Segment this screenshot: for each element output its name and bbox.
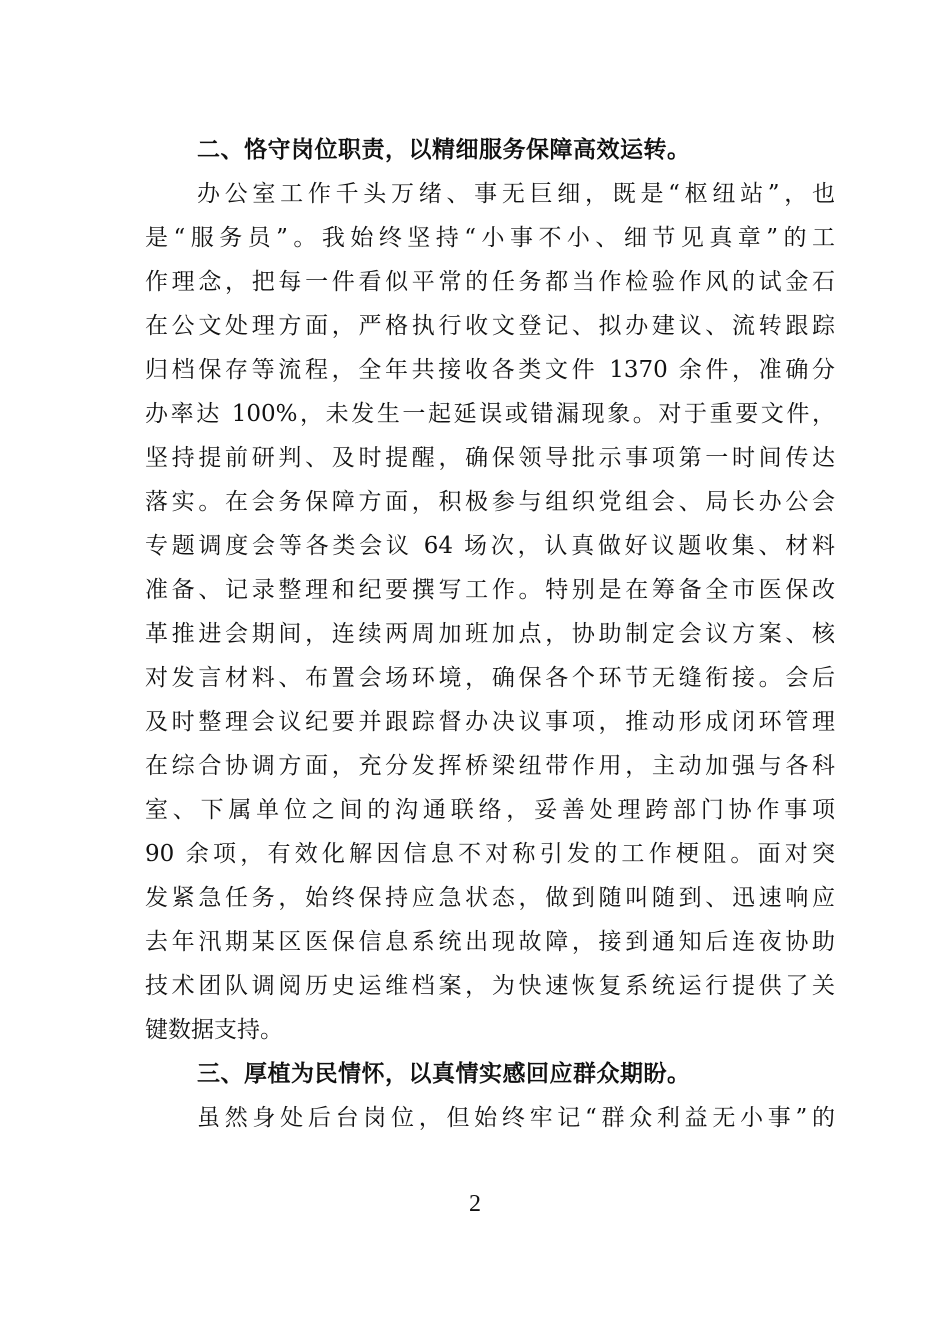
section-heading-2: 二、恪守岗位职责，以精细服务保障高效运转。 — [197, 137, 691, 163]
paragraph-line: 虽然身处后台岗位，但始终牢记“群众利益无小事”的 — [197, 1105, 835, 1131]
paragraph-line: 对发言材料、布置会场环境，确保各个环节无缝衔接。会后 — [145, 665, 835, 691]
paragraph-line: 落实。在会务保障方面，积极参与组织党组会、局长办公会 — [145, 489, 835, 515]
page-number: 2 — [469, 1191, 481, 1217]
paragraph-line: 在综合协调方面，充分发挥桥梁纽带作用，主动加强与各科 — [145, 753, 835, 779]
paragraph-line: 键数据支持。 — [145, 1017, 283, 1043]
paragraph-line: 在公文处理方面，严格执行收文登记、拟办建议、流转跟踪 — [145, 313, 835, 339]
paragraph-line: 去年汛期某区医保信息系统出现故障，接到通知后连夜协助 — [145, 929, 835, 955]
paragraph-line: 归档保存等流程，全年共接收各类文件 1370 余件，准确分 — [145, 357, 835, 383]
paragraph-line: 及时整理会议纪要并跟踪督办决议事项，推动形成闭环管理 — [145, 709, 835, 735]
paragraph-line: 室、下属单位之间的沟通联络，妥善处理跨部门协作事项 — [145, 797, 835, 823]
paragraph-line: 准备、记录整理和纪要撰写工作。特别是在筹备全市医保改 — [145, 577, 835, 603]
paragraph-line: 90 余项，有效化解因信息不对称引发的工作梗阻。面对突 — [145, 841, 835, 867]
paragraph-line: 技术团队调阅历史运维档案，为快速恢复系统运行提供了关 — [145, 973, 835, 999]
paragraph-line: 作理念，把每一件看似平常的任务都当作检验作风的试金石 — [145, 269, 835, 295]
paragraph-line: 革推进会期间，连续两周加班加点，协助制定会议方案、核 — [145, 621, 835, 647]
paragraph-line: 办公室工作千头万绪、事无巨细，既是“枢纽站”，也 — [197, 181, 835, 207]
paragraph-line: 是“服务员”。我始终坚持“小事不小、细节见真章”的工 — [145, 225, 835, 251]
paragraph-line: 办率达 100%，未发生一起延误或错漏现象。对于重要文件， — [145, 401, 835, 427]
paragraph-line: 发紧急任务，始终保持应急状态，做到随叫随到、迅速响应 — [145, 885, 835, 911]
paragraph-line: 坚持提前研判、及时提醒，确保领导批示事项第一时间传达 — [145, 445, 835, 471]
paragraph-line: 专题调度会等各类会议 64 场次，认真做好议题收集、材料 — [145, 533, 835, 559]
section-heading-3: 三、厚植为民情怀，以真情实感回应群众期盼。 — [197, 1061, 691, 1087]
